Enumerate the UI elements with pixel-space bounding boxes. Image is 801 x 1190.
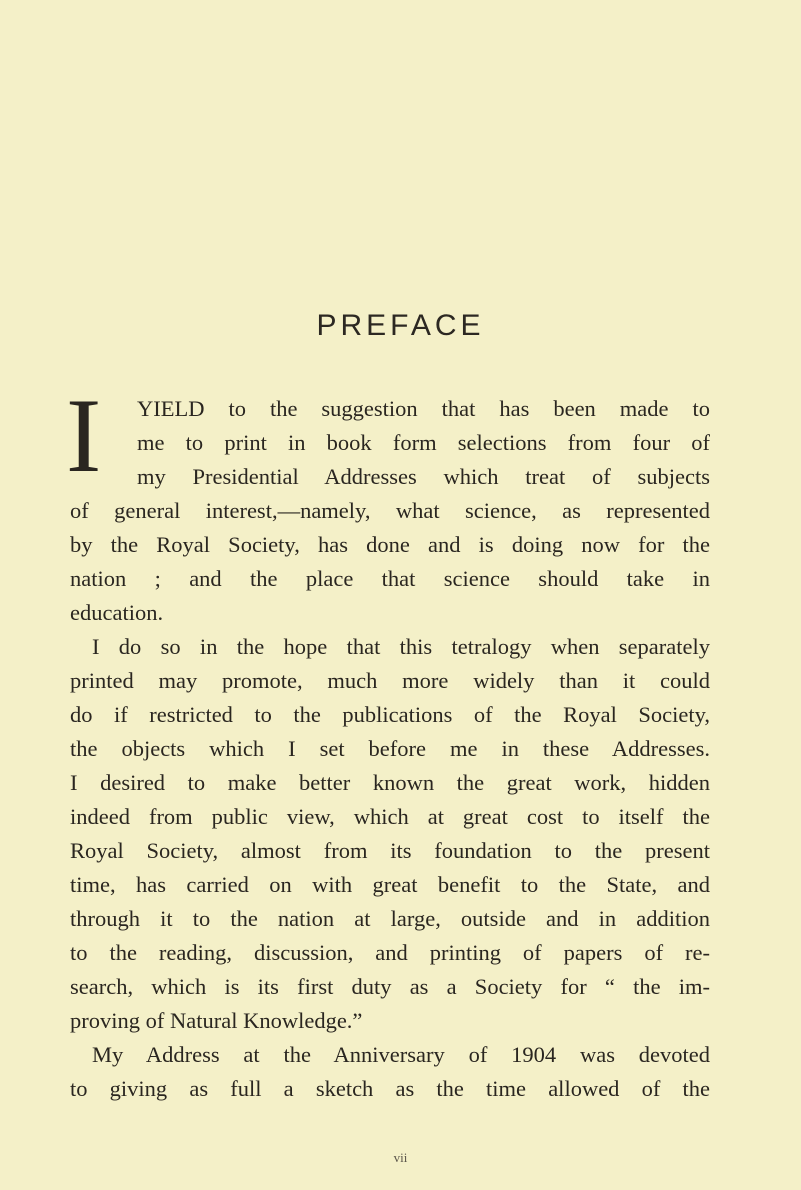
text-line: my Presidential Addresses which treat of subjects (137, 464, 710, 489)
text-line: nation ; and the place that science should take in (70, 566, 710, 591)
page-number: vii (393, 1150, 408, 1165)
text-line: education. (70, 600, 164, 625)
text-line: My Address at the Anniversary of 1904 was devoted (92, 1042, 710, 1067)
page-title: PREFACE (316, 309, 485, 342)
drop-cap: I (66, 377, 102, 494)
text-line: I do so in the hope that this tetralogy when separately (92, 634, 710, 659)
text-line: Royal Society, almost from its foundation to the present (70, 838, 710, 863)
text-line: YIELD to the suggestion that has been made to (137, 396, 710, 421)
text-line: of general interest,—namely, what science, as represented (70, 498, 710, 523)
text-line: by the Royal Society, has done and is doing now for the (70, 532, 710, 557)
text-line: to the reading, discussion, and printing of papers of re- (70, 940, 710, 965)
text-line: me to print in book form selections from four of (137, 430, 710, 455)
text-line: time, has carried on with great benefit to the State, and (70, 872, 710, 897)
text-line: printed may promote, much more widely than it could (70, 668, 710, 693)
text-line: do if restricted to the publications of the Royal Society, (70, 702, 710, 727)
text-line: the objects which I set before me in these Addresses. (70, 736, 710, 761)
text-line: through it to the nation at large, outside and in addition (70, 906, 710, 931)
text-line: to giving as full a sketch as the time allowed of the (70, 1076, 710, 1101)
text-line: search, which is its first duty as a Society for “ the im- (70, 974, 710, 999)
text-line: proving of Natural Knowledge.” (70, 1008, 363, 1033)
text-line: I desired to make better known the great work, hidden (70, 770, 710, 795)
text-line: indeed from public view, which at great cost to itself the (70, 804, 710, 829)
